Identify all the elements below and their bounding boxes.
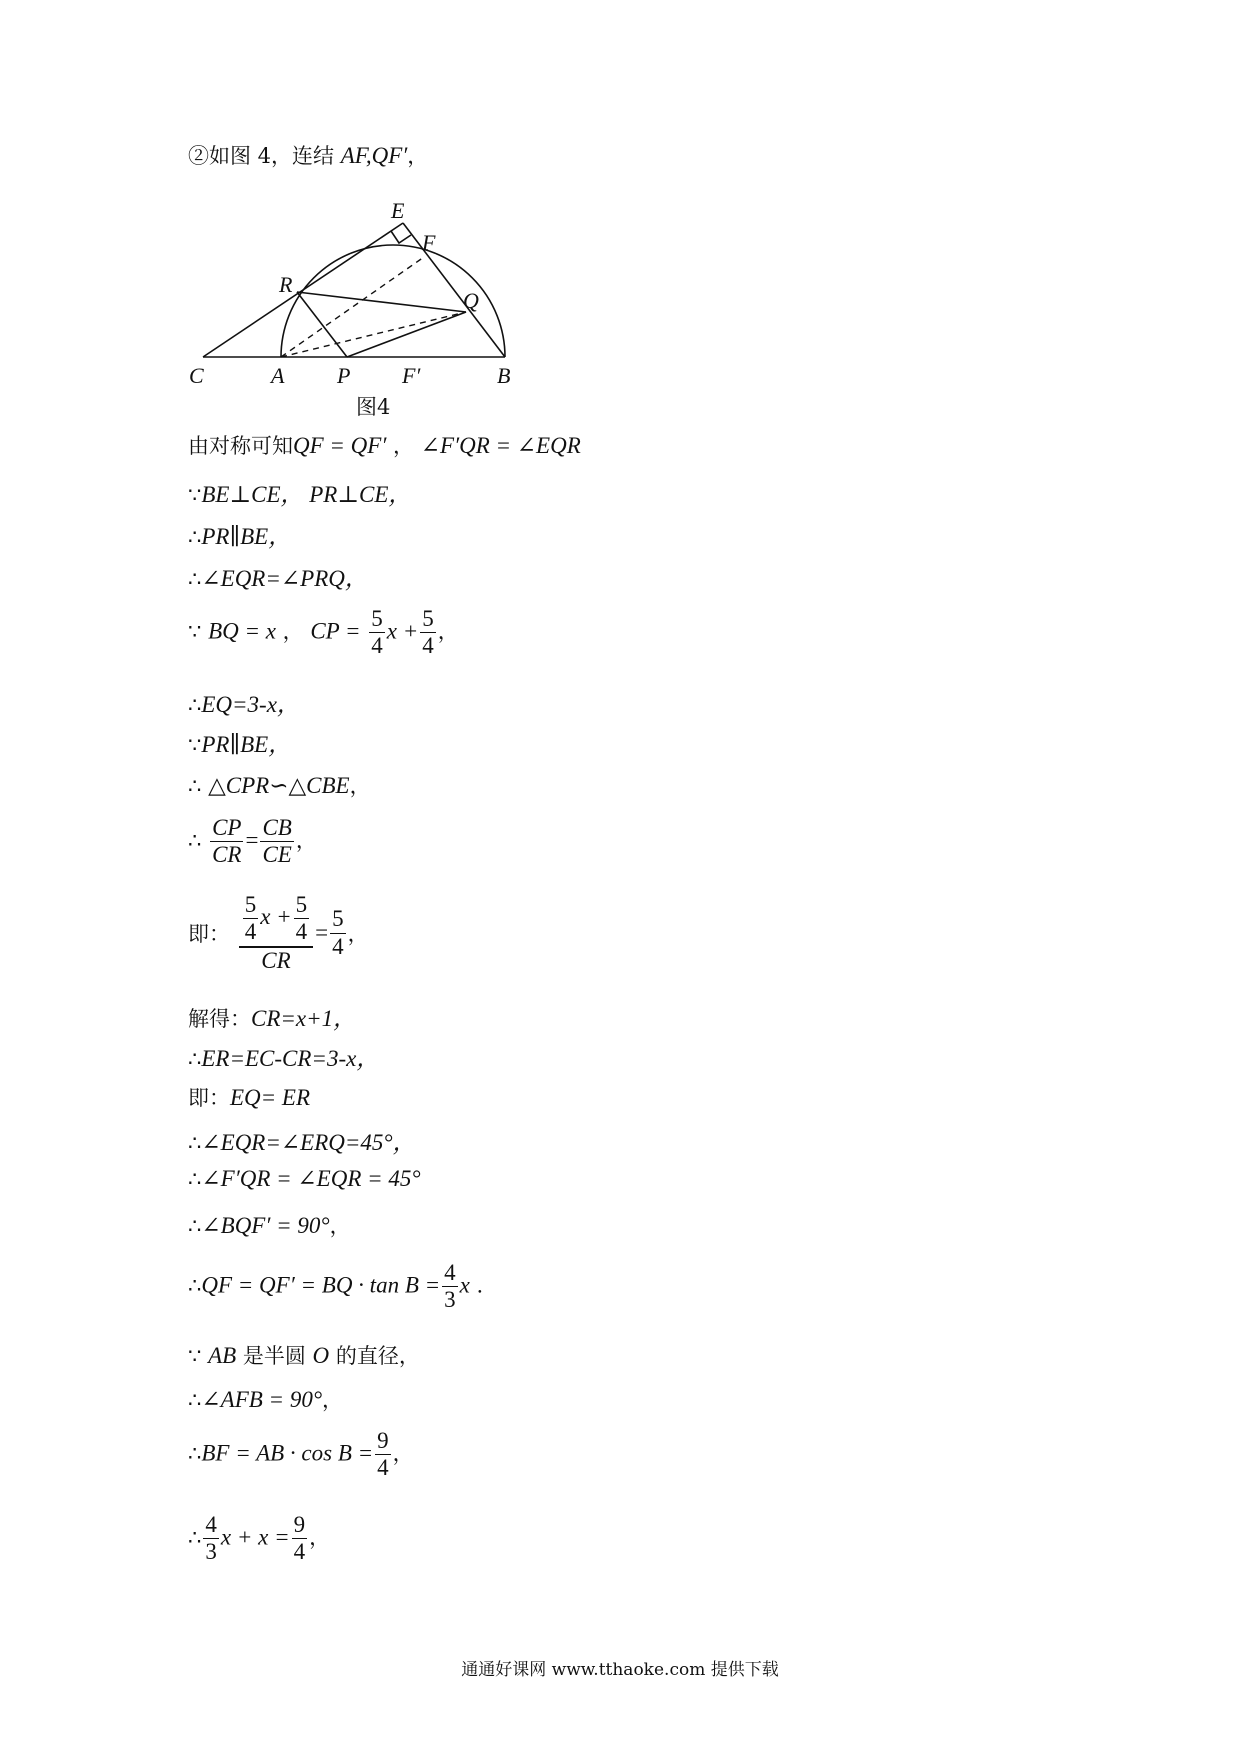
label-Q: Q — [463, 288, 479, 313]
line-13: 即：EQ= ER — [188, 1085, 311, 1110]
label-F-prime: F′ — [402, 363, 421, 388]
fraction: $\frac{CB}{CE}$ — [262, 815, 292, 868]
line-CE — [203, 223, 403, 357]
fraction: $\frac{9}{4}$ — [377, 1428, 389, 1481]
line-8: ∴ △CPR∽△CBE， — [188, 773, 371, 798]
figure-caption: 图4 — [356, 395, 391, 419]
label-A: A — [271, 363, 285, 388]
line-EB — [403, 223, 505, 357]
label-B: B — [497, 363, 511, 388]
line-11: 解得：CR=x+1， — [188, 1006, 357, 1031]
fraction: $\frac{9}{4}$ — [293, 1512, 306, 1565]
label-E: E — [391, 198, 405, 223]
fraction: $\frac{4}{3}$ — [205, 1512, 217, 1565]
line-19: ∴∠AFB = 90°， — [188, 1387, 344, 1412]
line-3: ∴PR∥BE， — [188, 524, 292, 549]
complex-fraction: $\frac{5}{4}$ x + $\frac{5}{4}$ CR — [239, 892, 313, 974]
line-2: ∵BE⊥CE， PR⊥CE， — [188, 482, 412, 507]
line-PQ — [347, 312, 466, 357]
line-7: ∵PR∥BE， — [188, 732, 292, 757]
fraction: $\frac{5}{4}$ — [422, 606, 434, 659]
line-14: ∴∠EQR=∠ERQ=45°， — [188, 1130, 416, 1155]
fraction: $\frac{5}{4}$ — [332, 906, 344, 959]
line-RQ — [297, 292, 466, 312]
line-15: ∴∠F′QR = ∠EQR = 45° — [188, 1166, 421, 1191]
label-R: R — [279, 272, 293, 297]
line-6: ∴EQ=3-x， — [188, 692, 300, 717]
line-18: ∵ AB 是半圆 O 的直径， — [188, 1343, 420, 1368]
dashed-AF — [281, 257, 424, 357]
line-10: 即： $\frac{5}{4}$ x + $\frac{5}{4}$ CR = $\frac{5}{4}$ ， — [188, 892, 369, 973]
line-16: ∴∠BQF′ = 90°， — [188, 1213, 351, 1238]
fraction: $\frac{4}{3}$ — [444, 1260, 456, 1313]
dashed-F-prime-Q — [281, 312, 466, 357]
fraction: $\frac{5}{4}$ — [371, 606, 383, 659]
line-12: ∴ER=EC-CR=3-x， — [188, 1046, 380, 1071]
intro-line: ②如图 4，连结 AF,QF′， — [188, 143, 429, 168]
label-P: P — [337, 363, 351, 388]
line-17: ∴QF = QF′ = BQ · tan B = $\frac{4}{3}$ x . — [188, 1260, 484, 1313]
line-1: 由对称可知QF = QF′ ， ∠F′QR = ∠EQR — [188, 433, 581, 458]
line-5: ∵ BQ = x ， CP = $\frac{5}{4}$ x + $\frac{5}{4}$ ， — [188, 606, 459, 659]
right-angle-mark — [391, 231, 411, 243]
line-9: ∴ $\frac{CP}{CR}$ = $\frac{CB}{CE}$ ， — [188, 815, 317, 868]
line-4: ∴∠EQR=∠PRQ， — [188, 566, 368, 591]
fraction: $\frac{CP}{CR}$ — [212, 815, 242, 868]
line-21: ∴ $\frac{4}{3}$ x + x = $\frac{9}{4}$ ， — [188, 1512, 331, 1565]
line-20: ∴BF = AB · cos B = $\frac{9}{4}$ ， — [188, 1428, 414, 1481]
label-F: F — [422, 230, 436, 255]
line-RP — [297, 292, 347, 357]
label-C: C — [189, 363, 204, 388]
geometry-figure — [180, 190, 520, 420]
page-footer: 通通好课网 www.tthaoke.com 提供下载 — [461, 1660, 779, 1680]
